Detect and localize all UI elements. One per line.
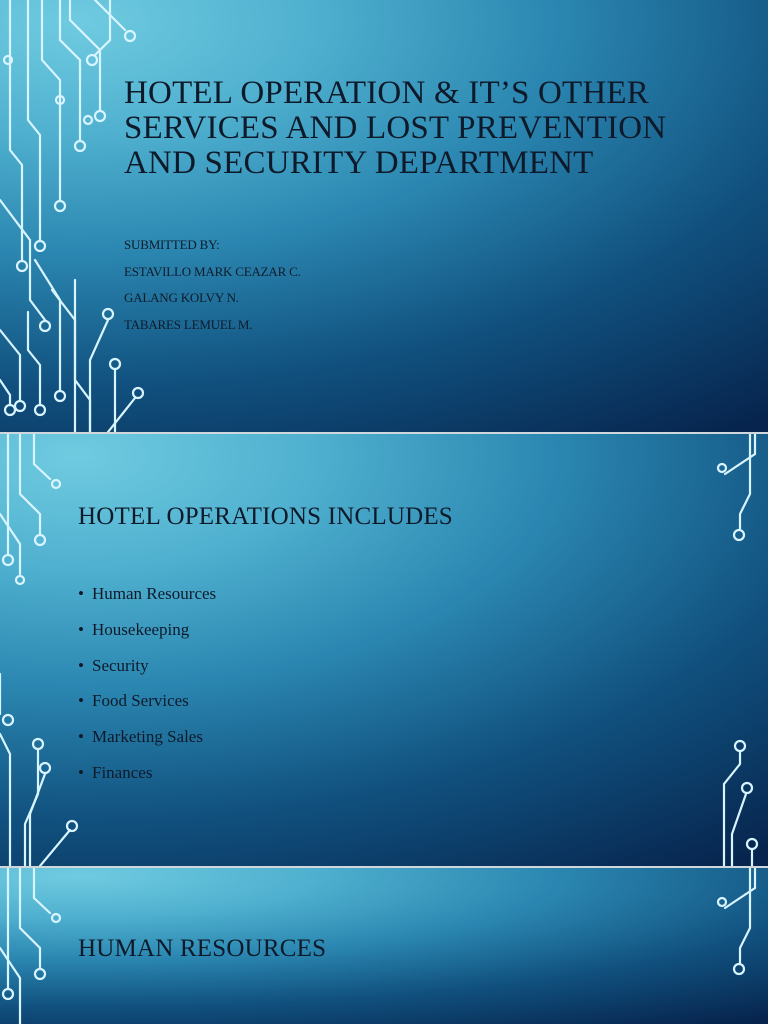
circuit-decoration-icon: [0, 868, 80, 1024]
list-item: • Housekeeping: [78, 619, 190, 639]
slide-heading: HOTEL OPERATIONS INCLUDES: [78, 503, 453, 530]
submitted-by-label: SUBMITTED BY:: [124, 237, 220, 252]
circuit-decoration-icon: [710, 868, 768, 1024]
list-item: • Food Services: [78, 691, 189, 711]
slide-human-resources: [0, 868, 768, 1024]
submitters-block: [124, 232, 301, 338]
author-name: GALANG KOLVY N.: [124, 290, 239, 305]
slide-heading: HUMAN RESOURCES: [78, 935, 327, 962]
list-item: • Finances: [78, 762, 153, 782]
bullet-icon: •: [78, 619, 84, 639]
operations-list: [78, 584, 216, 799]
bullet-icon: •: [78, 655, 84, 675]
author-name: ESTAVILLO MARK CEAZAR C.: [124, 263, 301, 279]
circuit-decoration-icon: [710, 434, 768, 866]
bullet-icon: •: [78, 727, 84, 747]
circuit-decoration-icon: [0, 0, 150, 432]
list-item: • Human Resources: [78, 584, 217, 603]
author-name: TABARES LEMUEL M.: [124, 316, 253, 332]
circuit-decoration-icon: [0, 434, 80, 866]
bullet-icon: •: [78, 762, 84, 782]
slide-title-text: HOTEL OPERATION & IT’S OTHER SERVICES AND LOST PREVENTION AND SECURITY DEPARTMENT: [124, 75, 667, 181]
bullet-icon: •: [78, 584, 84, 603]
list-item: • Marketing Sales: [78, 727, 203, 747]
bullet-icon: •: [78, 691, 84, 711]
list-item: • Security: [78, 655, 149, 675]
slide-title: [0, 0, 768, 432]
slide-operations: [0, 434, 768, 866]
